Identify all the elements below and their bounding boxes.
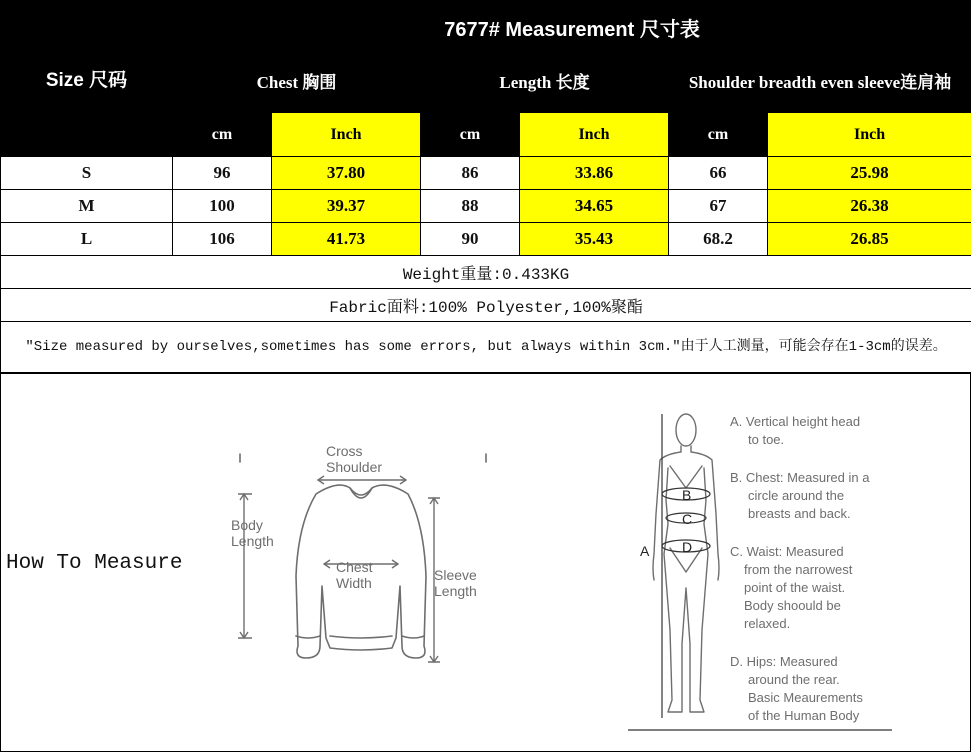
length-inch-header: Inch [520,113,669,157]
length-cm-cell: 90 [421,223,520,256]
shoulder-inch-cell: 25.98 [768,157,971,190]
chest-cm-header: cm [173,113,272,157]
note-line: breasts and back. [748,506,851,521]
shoulder-cm-cell: 66 [669,157,768,190]
chest-inch-cell: 37.80 [272,157,421,190]
chest-header: Chest 胸围 [173,54,421,113]
chest-width-line2: Width [336,575,372,591]
marker-d: D [682,539,693,555]
note-line: circle around the [748,488,845,503]
note-line: of the Human Body [748,708,860,723]
chest-inch-cell: 41.73 [272,223,421,256]
note-line: Body shoould be [744,598,841,613]
note-line: A. Vertical height head [730,414,861,429]
shoulder-cm-cell: 68.2 [669,223,768,256]
note-line: to toe. [748,432,785,447]
table-row-s [1,157,971,190]
table-row-l [1,223,971,256]
note-line: point of the waist. [744,580,846,595]
fabric-row: Fabric面料:100% Polyester,100%聚酯 [1,289,971,322]
chest-inch-header: Inch [272,113,421,157]
table-row-m [1,190,971,223]
length-cm-cell: 86 [421,157,520,190]
body-length-line1: Body [231,517,263,533]
length-cm-header: cm [421,113,520,157]
how-to-measure-label: How To Measure [6,552,183,575]
length-cm-cell: 88 [421,190,520,223]
note-line: C. Waist: Measured [730,544,844,559]
note-line: Basic Meaurements [748,690,863,705]
sleeve-length-line2: Length [434,583,477,599]
shoulder-inch-cell: 26.85 [768,223,971,256]
cross-shoulder-line2: Shoulder [326,459,383,475]
body-length-line2: Length [231,533,274,549]
chest-width-line1: Chest [336,559,373,575]
marker-a: A [640,543,650,559]
weight-row: Weight重量:0.433KG [1,256,971,289]
marker-c: C [682,511,693,527]
measurement-note: "Size measured by ourselves,sometimes has some errors, but always within 3cm."由于人工测量，可能会存在1-3cm的误差。 [1,322,971,373]
note-line: relaxed. [744,616,791,631]
size-cell: L [1,223,173,256]
head-icon [676,414,696,446]
size-cell: M [1,190,173,223]
sleeve-length-line1: Sleeve [434,567,477,583]
size-header: Size 尺码 [1,1,173,157]
chest-cm-cell: 100 [173,190,272,223]
cross-shoulder-line1: Cross [326,443,363,459]
chest-cm-cell: 106 [173,223,272,256]
shoulder-inch-cell: 26.38 [768,190,971,223]
chest-inch-cell: 39.37 [272,190,421,223]
length-header: Length 长度 [421,54,669,113]
marker-b: B [682,487,692,503]
length-inch-cell: 34.65 [520,190,669,223]
length-inch-cell: 35.43 [520,223,669,256]
shoulder-inch-header: Inch [768,113,971,157]
size-cell: S [1,157,173,190]
length-inch-cell: 33.86 [520,157,669,190]
note-line: B. Chest: Measured in a [730,470,870,485]
note-line: around the rear. [748,672,840,687]
note-line: from the narrowest [744,562,853,577]
table-title: 7677# Measurement 尺寸表 [173,1,971,54]
chest-cm-cell: 96 [173,157,272,190]
body-diagram [626,404,896,734]
note-line: D. Hips: Measured [730,654,838,669]
size-chart-table [0,0,971,373]
sweater-diagram [226,436,496,668]
shoulder-cm-cell: 67 [669,190,768,223]
shoulder-header: Shoulder breadth even sleeve连肩袖 [669,54,971,113]
how-to-measure-section [0,373,971,752]
shoulder-cm-header: cm [669,113,768,157]
